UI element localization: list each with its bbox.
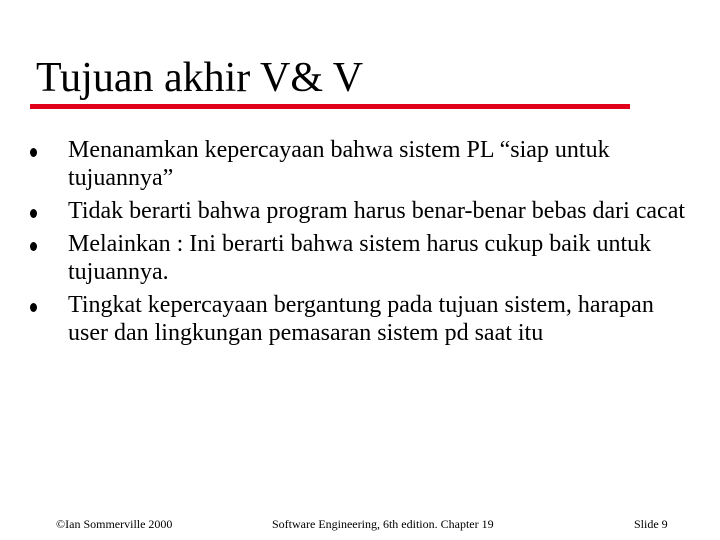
bullet-text: Melainkan : Ini berarti bahwa sistem harus cukup baik untuk tujuannya. xyxy=(68,231,652,285)
bullet-text: Tingkat kepercayaan bergantung pada tujuan sistem, harapan user dan lingkungan pemasaran sistem pd saat itu xyxy=(68,292,654,346)
title-underline xyxy=(30,104,630,109)
bullet-item xyxy=(24,136,690,192)
slide-title: Tujuan akhir V& V xyxy=(36,55,364,101)
bullet-text: Tidak berarti bahwa program harus benar-benar bebas dari cacat xyxy=(68,198,686,224)
bullet-list xyxy=(24,136,690,352)
bullet-dot-icon xyxy=(30,148,37,157)
bullet-dot-icon xyxy=(30,303,37,312)
footer-book-info: Software Engineering, 6th edition. Chapter 19 xyxy=(272,517,494,531)
bullet-dot-icon xyxy=(30,209,37,218)
bullet-text: Menanamkan kepercayaan bahwa sistem PL “siap untuk tujuannya” xyxy=(68,137,610,191)
bullet-dot-icon xyxy=(30,242,37,251)
bullet-item xyxy=(24,197,690,225)
footer-copyright: ©Ian Sommerville 2000 xyxy=(56,517,173,531)
bullet-item xyxy=(24,291,690,347)
bullet-item xyxy=(24,230,690,286)
footer-slide-number: Slide 9 xyxy=(634,517,668,531)
